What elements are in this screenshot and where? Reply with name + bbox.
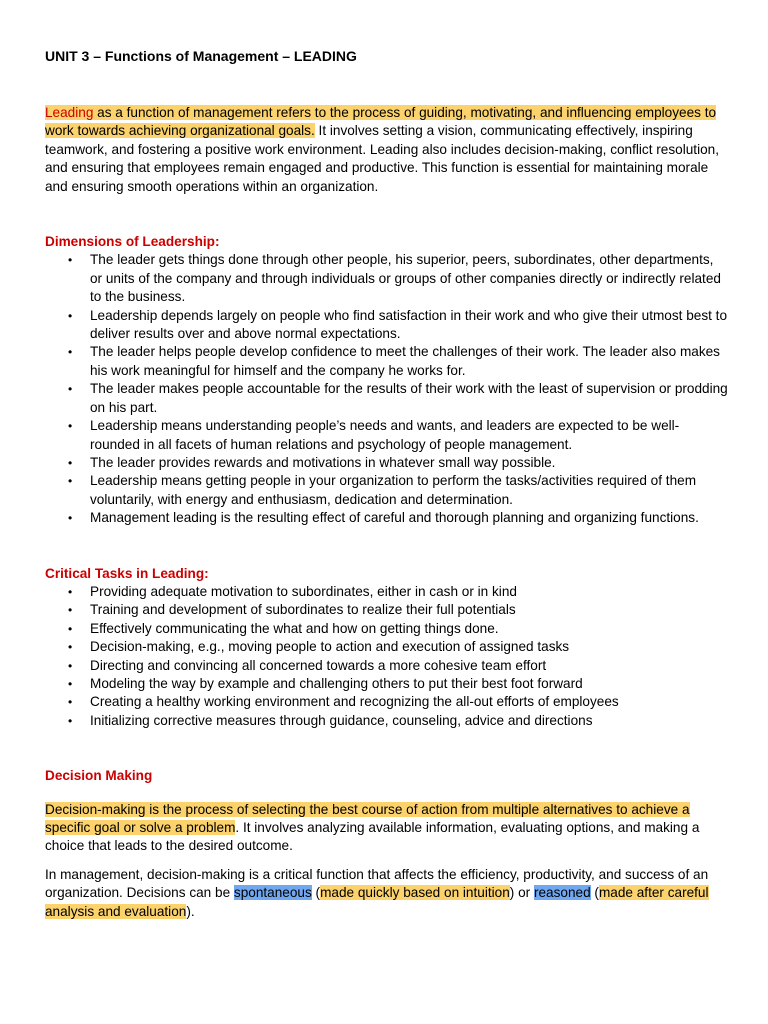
list-item (68, 620, 728, 638)
bullet-icon: • (68, 713, 73, 728)
dimensions-heading: Dimensions of Leadership: (45, 234, 220, 250)
list-item-text: Decision-making, e.g., moving people to action and execution of assigned tasks (90, 639, 570, 655)
list-item-text: Directing and convincing all concerned towards a more cohesive team effort (90, 657, 547, 673)
decision-making-heading: Decision Making (45, 768, 153, 784)
list-item (68, 509, 728, 527)
bullet-icon: • (68, 621, 73, 636)
bullet-icon: • (68, 345, 73, 360)
list-item-text: Creating a healthy working environment and recognizing the all-out efforts of employees (90, 694, 619, 710)
decision-types-paragraph (45, 866, 728, 921)
bullet-icon: • (68, 603, 73, 618)
paren-close: ) or (509, 885, 534, 901)
list-item (68, 380, 728, 417)
list-item (68, 601, 728, 619)
list-item-text: The leader makes people accountable for the results of their work with the least of supervision or prodding on his part. (90, 381, 728, 415)
spontaneous-definition: made quickly based on intuition (320, 885, 510, 901)
list-item-text: Training and development of subordinates to realize their full potentials (90, 602, 516, 618)
dimensions-list (45, 251, 728, 527)
paren-open: ( (311, 885, 321, 901)
list-item-text: The leader helps people develop confidence to meet the challenges of their work. The leader also makes his work meaningful for himself and the company he works for. (90, 344, 720, 378)
list-item-text: Leadership means getting people in your organization to perform the tasks/activities required of them voluntarily, with energy and enthusiasm, dedication and determination. (90, 473, 697, 507)
critical-tasks-list (45, 583, 728, 730)
list-item-text: The leader gets things done through other people, his superior, peers, subordinates, other departments, or units of the company and through individuals or groups of other companies directly or indirectly related to the business. (90, 252, 721, 305)
list-item (68, 472, 728, 509)
decision-definition-highlight: Decision-making is the process of selecting the best course of action from multiple alternatives to achieve a specific goal or solve a problem (45, 801, 690, 835)
bullet-icon: • (68, 658, 73, 673)
intro-highlight-text: as a function of management refers to the process of guiding, motivating, and influencing employees to work towards achieving organizational goals. (45, 105, 717, 139)
decision-types-text: In management, decision-making is a critical function that affects the efficiency, productivity, and success of an organization. Decisions can be (45, 866, 709, 901)
list-item-text: The leader provides rewards and motivations in whatever small way possible. (90, 454, 556, 470)
list-item (68, 638, 728, 656)
intro-rest-text: It involves setting a vision, communicating effectively, inspiring teamwork, and fostering a positive work environment. Leading also includes decision-making, conflict resolution, and ensuring that employees remain engaged and productive. This function is essential for maintaining morale and ensuring smooth operations within an organization. (45, 123, 719, 194)
list-item-text: Leadership means understanding people’s needs and wants, and leaders are expected to be well-rounded in all facets of human relations and psychology of people management. (90, 418, 680, 452)
bullet-icon: • (68, 676, 73, 691)
bullet-icon: • (68, 419, 73, 434)
list-item-text: Initializing corrective measures through guidance, counseling, advice and directions (90, 712, 593, 728)
list-item (68, 693, 728, 711)
list-item (68, 657, 728, 675)
bullet-icon: • (68, 253, 73, 268)
list-item (68, 343, 728, 380)
reasoned-definition: made after careful analysis and evaluation (45, 885, 709, 919)
list-item (68, 712, 728, 730)
list-item (68, 583, 728, 601)
bullet-icon: • (68, 308, 73, 323)
list-item (68, 251, 728, 306)
paren-close: ). (186, 903, 195, 919)
bullet-icon: • (68, 455, 73, 470)
lead-word: Leading (45, 105, 94, 120)
paren-open: ( (590, 885, 599, 901)
list-item (68, 454, 728, 472)
list-item (68, 307, 728, 344)
list-item (68, 417, 728, 454)
bullet-icon: • (68, 474, 73, 489)
bullet-icon: • (68, 511, 73, 526)
decision-definition-rest: . It involves analyzing available information, evaluating options, and making a choice that leads to the desired outcome. (45, 820, 700, 854)
bullet-icon: • (68, 695, 73, 710)
list-item-text: Effectively communicating the what and how on getting things done. (90, 620, 499, 636)
reasoned-term: reasoned (533, 885, 591, 901)
bullet-icon: • (68, 382, 73, 397)
page-title: UNIT 3 – Functions of Management – LEADING (45, 48, 357, 64)
list-item (68, 675, 728, 693)
list-item-text: Modeling the way by example and challenging others to put their best foot forward (90, 675, 583, 691)
bullet-icon: • (68, 640, 73, 655)
critical-tasks-heading: Critical Tasks in Leading: (45, 565, 209, 581)
list-item-text: Providing adequate motivation to subordinates, either in cash or in kind (90, 583, 517, 599)
intro-paragraph (45, 104, 728, 196)
decision-definition-paragraph (45, 801, 728, 856)
list-item-text: Leadership depends largely on people who find satisfaction in their work and who give their utmost best to deliver results over and above normal expectations. (90, 307, 728, 342)
spontaneous-term: spontaneous (233, 885, 312, 901)
list-item-text: Management leading is the resulting effect of careful and thorough planning and organizing functions. (90, 510, 699, 526)
bullet-icon: • (68, 584, 73, 599)
